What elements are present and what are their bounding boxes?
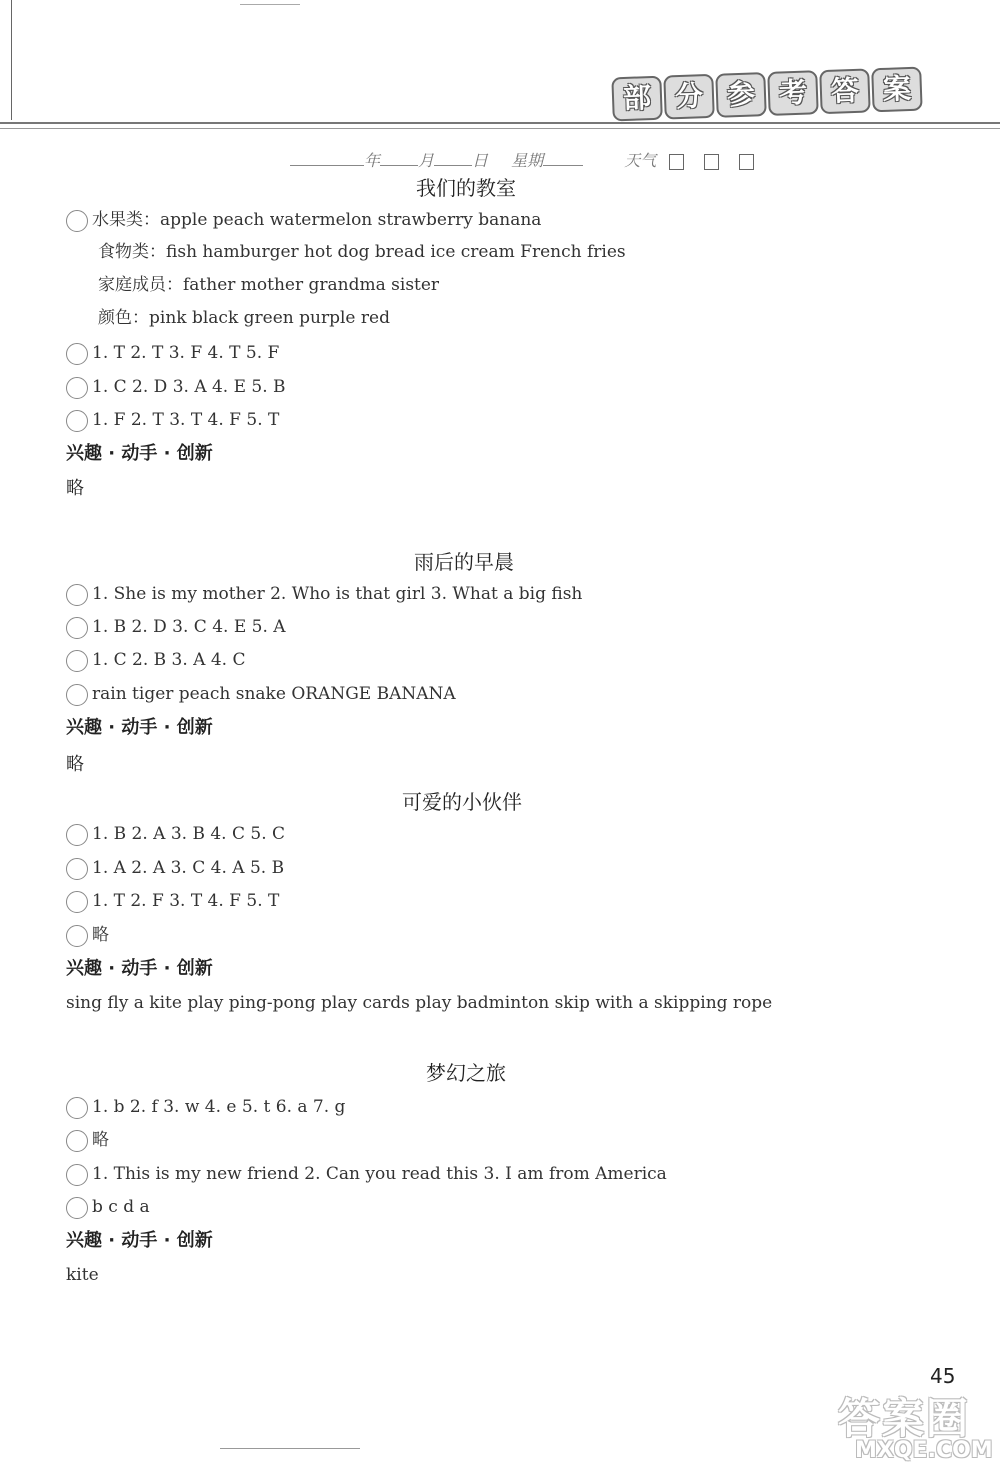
banner-char: 案 xyxy=(871,67,923,113)
answer-line: 1. She is my mother 2. Who is that girl 3. What a big fish xyxy=(66,582,582,606)
answer-line: 水果类：apple peach watermelon strawberry banana xyxy=(66,208,541,232)
question-circle xyxy=(66,925,88,947)
question-circle xyxy=(66,1097,88,1119)
question-circle xyxy=(66,1130,88,1152)
answer-line: 1. A 2. A 3. C 4. A 5. B xyxy=(66,856,284,880)
question-circle xyxy=(66,1164,88,1186)
answer-line: 1. b 2. f 3. w 4. e 5. t 6. a 7. g xyxy=(66,1095,345,1119)
question-circle xyxy=(66,1197,88,1219)
section-heading: 兴趣 · 动手 · 创新 xyxy=(66,717,213,738)
question-circle xyxy=(66,891,88,913)
question-circle xyxy=(66,210,88,232)
answer-line: 1. B 2. A 3. B 4. C 5. C xyxy=(66,822,285,846)
answer-line: 食物类：fish hamburger hot dog bread ice cream French fries xyxy=(98,242,626,262)
weather-box-cloud xyxy=(704,154,719,170)
date-line xyxy=(290,148,766,171)
answer-line: 1. B 2. D 3. C 4. E 5. A xyxy=(66,615,286,639)
question-circle xyxy=(66,377,88,399)
section-heading: 兴趣 · 动手 · 创新 xyxy=(66,1230,213,1251)
header-rule xyxy=(0,122,1000,124)
watermark-logo: 答案圈 xyxy=(838,1394,971,1443)
bottom-dash xyxy=(220,1448,360,1449)
banner-char: 部 xyxy=(611,76,663,122)
date-week-label: 星期 xyxy=(511,151,544,170)
watermark-url: MXQE.COM xyxy=(855,1438,993,1463)
answer-line: 略 xyxy=(66,923,109,947)
date-day-label: 日 xyxy=(472,151,489,170)
weather-box-rain xyxy=(739,154,754,170)
margin-rule xyxy=(11,0,12,120)
banner-char: 答 xyxy=(819,68,871,114)
banner-char: 考 xyxy=(767,70,819,116)
section-answer: kite xyxy=(66,1265,99,1285)
answer-line: 1. T 2. T 3. F 4. T 5. F xyxy=(66,341,279,365)
section-title: 可爱的小伙伴 xyxy=(402,790,522,814)
question-circle xyxy=(66,684,88,706)
question-circle xyxy=(66,650,88,672)
question-circle xyxy=(66,858,88,880)
date-month-label: 月 xyxy=(418,151,435,170)
weather-label: 天气 xyxy=(624,151,657,170)
answer-line: 1. T 2. F 3. T 4. F 5. T xyxy=(66,889,279,913)
date-year-label: 年 xyxy=(364,151,381,170)
question-circle xyxy=(66,343,88,365)
top-dash xyxy=(240,4,300,5)
banner-char: 参 xyxy=(715,72,767,118)
answer-line: rain tiger peach snake ORANGE BANANA xyxy=(66,682,456,706)
question-circle xyxy=(66,410,88,432)
answer-line: 1. C 2. B 3. A 4. C xyxy=(66,648,246,672)
section-answer: 略 xyxy=(66,754,84,775)
section-heading: 兴趣 · 动手 · 创新 xyxy=(66,443,213,464)
answer-line: 1. C 2. D 3. A 4. E 5. B xyxy=(66,375,286,399)
answer-line: 颜色：pink black green purple red xyxy=(98,308,390,328)
header-rule-thin xyxy=(0,128,1000,129)
answer-banner xyxy=(611,67,922,122)
section-heading: 兴趣 · 动手 · 创新 xyxy=(66,958,213,979)
banner-char: 分 xyxy=(663,74,715,120)
answer-line: b c d a xyxy=(66,1195,150,1219)
page-number: 45 xyxy=(930,1364,956,1388)
section-answer: sing fly a kite play ping-pong play cards play badminton skip with a skipping rope xyxy=(66,993,773,1013)
answer-line: 略 xyxy=(66,1128,109,1152)
answer-line: 1. F 2. T 3. T 4. F 5. T xyxy=(66,408,279,432)
question-circle xyxy=(66,584,88,606)
section-title: 梦幻之旅 xyxy=(426,1061,506,1085)
answer-line: 家庭成员：father mother grandma sister xyxy=(98,275,440,295)
weather-box-sun xyxy=(669,154,684,170)
section-answer: 略 xyxy=(66,478,84,499)
question-circle xyxy=(66,824,88,846)
section-title: 我们的教室 xyxy=(416,176,516,200)
answer-line: 1. This is my new friend 2. Can you read this 3. I am from America xyxy=(66,1162,667,1186)
section-title: 雨后的早晨 xyxy=(414,550,514,574)
question-circle xyxy=(66,617,88,639)
